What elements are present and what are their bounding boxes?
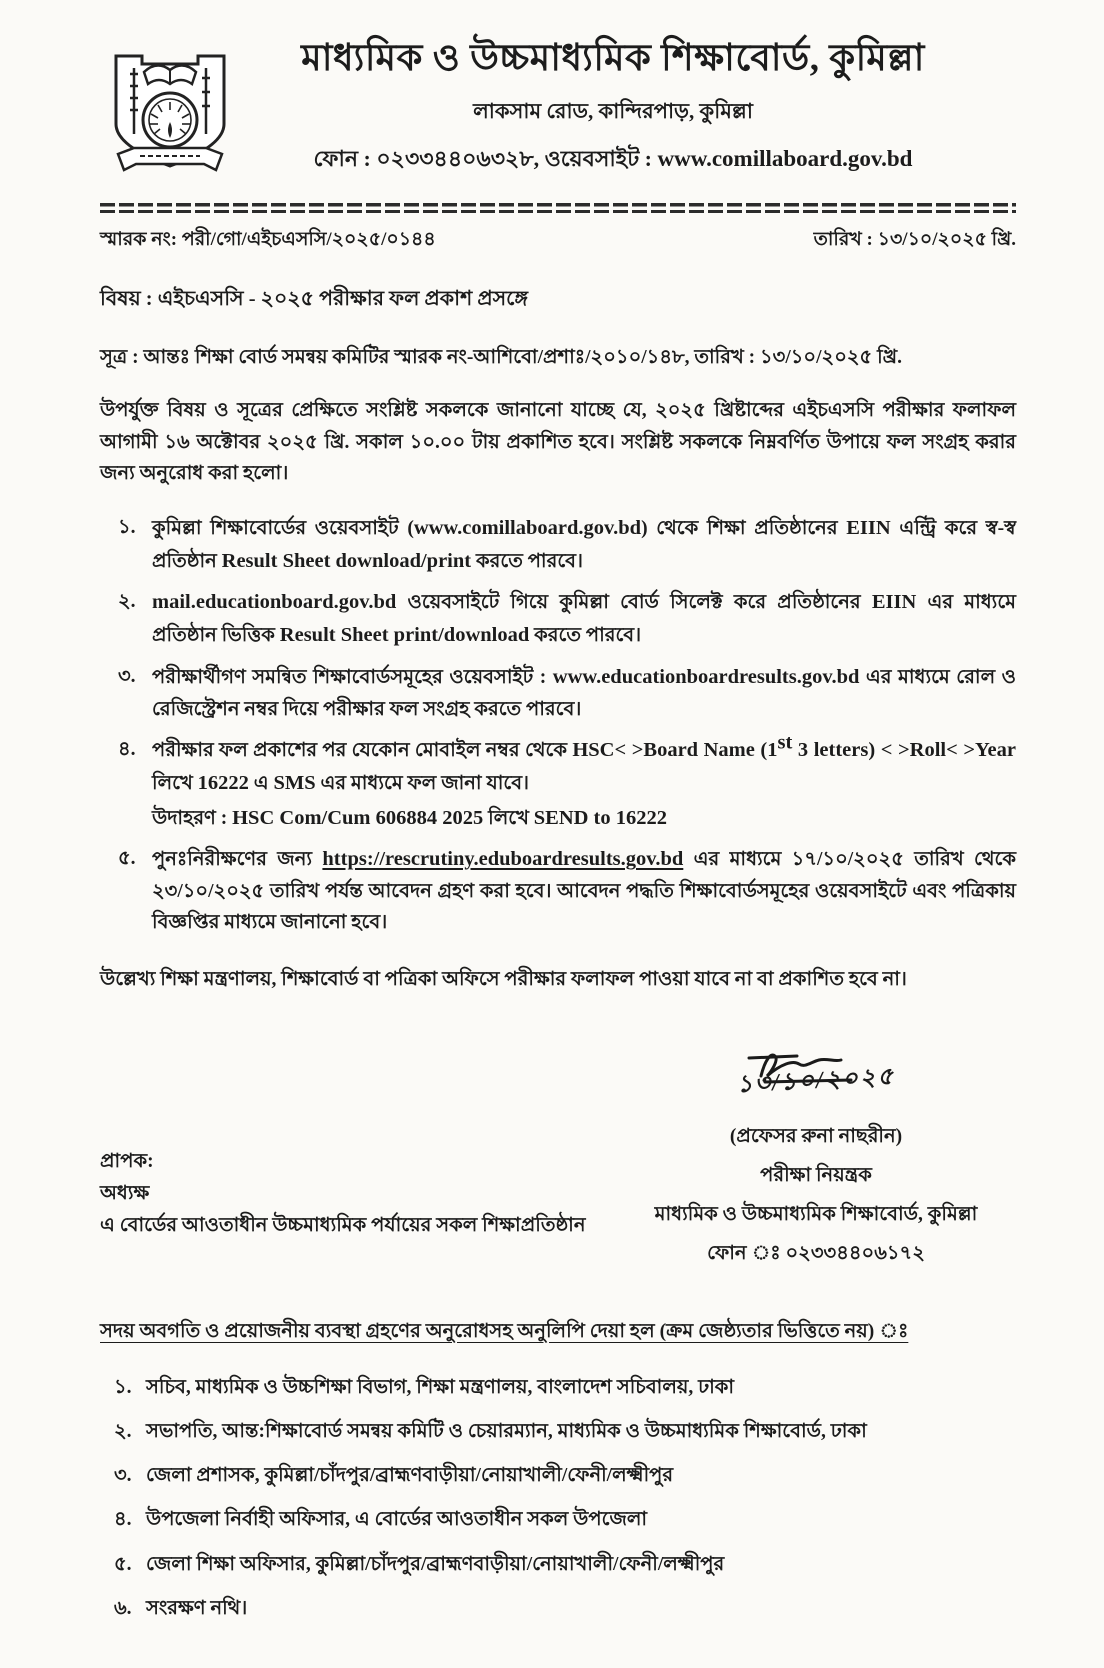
handwritten-signature bbox=[616, 1048, 1016, 1114]
double-dashed-divider bbox=[100, 203, 1016, 213]
cc-number: ১. bbox=[114, 1376, 132, 1398]
recipient-line1: অধ্যক্ষ bbox=[100, 1182, 150, 1204]
item-number: ৪. bbox=[118, 738, 136, 760]
instruction-item-1 bbox=[118, 512, 1016, 578]
cc-item-6 bbox=[100, 1594, 1016, 1623]
recipient-line2: এ বোর্ডের আওতাধীন উচ্চমাধ্যমিক পর্যায়ের সকল শিক্ষাপ্রতিষ্ঠান bbox=[100, 1215, 586, 1236]
signatory-phone: ফোন ঃ ০২৩৩৪৪০৬১৭২ bbox=[707, 1242, 925, 1264]
instruction-item-5 bbox=[118, 843, 1016, 938]
cc-text: উপজেলা নির্বাহী অফিসার, এ বোর্ডের আওতাধীন সকল উপজেলা bbox=[146, 1509, 648, 1531]
cc-item-1 bbox=[100, 1373, 1016, 1402]
item-text: পরীক্ষার্থীগণ সমন্বিত শিক্ষাবোর্ডসমূহের ওয়েবসাইট : www.educationboardresults.gov.bd এর মাধ্যমে রোল ও রেজিস্ট্রেশন নম্বর দিয়ে পরীক্ষার ফল সংগ্রহ করতে পারবে। bbox=[152, 665, 1016, 720]
closing-section bbox=[100, 1048, 1016, 1271]
website-url-text: www.comillaboard.gov.bd bbox=[413, 516, 642, 539]
letterhead-text bbox=[250, 38, 1016, 179]
memo-row bbox=[100, 225, 1016, 257]
cc-number: ৫. bbox=[114, 1553, 132, 1575]
signatory-name: (প্রফেসর রুনা নাছরীন) bbox=[729, 1125, 903, 1147]
sms-number: 16222 bbox=[197, 771, 249, 794]
memo-date: তারিখ : ১৩/১০/২০২৫ খ্রি. bbox=[813, 229, 1016, 250]
memo-ref-number: স্মারক নং: পরী/গো/এইচএসসি/২০২৫/০১৪৪ bbox=[100, 229, 436, 250]
board-emblem-icon bbox=[100, 38, 250, 189]
cc-text: জেলা শিক্ষা অফিসার, কুমিল্লা/চাঁদপুর/ব্রাহ্মণবাড়ীয়া/নোয়াখালী/ফেনী/লক্ষ্মীপুর bbox=[146, 1553, 725, 1575]
cc-number: ৩. bbox=[114, 1465, 132, 1487]
cc-text: সচিব, মাধ্যমিক ও উচ্চশিক্ষা বিভাগ, শিক্ষা মন্ত্রণালয়, বাংলাদেশ সচিবালয়, ঢাকা bbox=[146, 1376, 735, 1398]
subject-line: বিষয় : এইচএসসি - ২০২৫ পরীক্ষার ফল প্রকাশ প্রসঙ্গে bbox=[100, 288, 528, 310]
cc-item-3 bbox=[100, 1461, 1016, 1490]
item-text: পরীক্ষার ফল প্রকাশের পর যেকোন মোবাইল নম্বর থেকে HSC< >Board Name (1st 3 letters) < >Roll< >Year লিখে 16222 এ SMS এর মাধ্যমে ফল জানা যাবে। উদাহরণ : HSC Com/Cum 606884 2025 লিখে SEND to 16222 bbox=[152, 734, 1016, 834]
cc-heading: সদয় অবগতি ও প্রয়োজনীয় ব্যবস্থা গ্রহণের অনুরোধসহ অনুলিপি দেয়া হল (ক্রম জেষ্ঠ্যতার ভিত্তিতে নয়) ঃ bbox=[100, 1320, 909, 1342]
cc-number: ৪. bbox=[114, 1509, 132, 1531]
instruction-item-4 bbox=[118, 731, 1017, 834]
cc-item-4 bbox=[100, 1505, 1016, 1534]
cc-text: সংরক্ষণ নথি। bbox=[146, 1597, 248, 1619]
phone-label: ফোন : ০২৩৩৪৪০৬৩২৮, ওয়েবসাইট : bbox=[313, 145, 658, 171]
cc-text: জেলা প্রশাসক, কুমিল্লা/চাঁদপুর/ব্রাহ্মণবাড়ীয়া/নোয়াখালী/ফেনী/লক্ষ্মীপুর bbox=[146, 1465, 674, 1487]
item-number: ৩. bbox=[118, 665, 136, 687]
cc-section bbox=[100, 1317, 1016, 1624]
cc-number: ৬. bbox=[114, 1597, 132, 1619]
org-name: মাধ্যমিক ও উচ্চমাধ্যমিক শিক্ষাবোর্ড, কুমিল্লা bbox=[301, 38, 925, 79]
cc-item-5 bbox=[100, 1550, 1016, 1579]
signatory-org: মাধ্যমিক ও উচ্চমাধ্যমিক শিক্ষাবোর্ড, কুমিল্লা bbox=[654, 1203, 978, 1225]
recipient-label: প্রাপক: bbox=[100, 1150, 154, 1172]
letterhead bbox=[100, 38, 1016, 189]
cc-item-2 bbox=[100, 1417, 1016, 1446]
org-address: লাকসাম রোড, কান্দিরপাড়, কুমিল্লা bbox=[473, 98, 753, 123]
note-paragraph: উল্লেখ্য শিক্ষা মন্ত্রণালয়, শিক্ষাবোর্ড বা পত্রিকা অফিসে পরীক্ষার ফলাফল পাওয়া যাবে না বা প্রকাশিত হবে না। bbox=[100, 969, 907, 991]
body-paragraph: উপর্যুক্ত বিষয় ও সূত্রের প্রেক্ষিতে সংশ্লিষ্ট সকলকে জানানো যাচ্ছে যে, ২০২৫ খ্রিষ্টাব্দের এইচএসসি পরীক্ষার ফলাফল আগামী ১৬ অক্টোবর ২০২৫ খ্রি. সকাল ১০.০০ টায় প্রকাশিত হবে। সংশ্লিষ্ট সকলকে নিম্নবর্ণিত উপায়ে ফল সংগ্রহ করার জন্য অনুরোধ করা হলো। bbox=[100, 400, 1016, 485]
instruction-item-3 bbox=[118, 661, 1016, 725]
rescrutiny-url-text: https://rescrutiny.eduboardresults.gov.bd bbox=[322, 848, 684, 871]
item-text: পুনঃনিরীক্ষণের জন্য https://rescrutiny.eduboardresults.gov.bd এর মাধ্যমে ১৭/১০/২০২৫ তারিখ থেকে ২৩/১০/২০২৫ তারিখ পর্যন্ত আবেদন গ্রহণ করা হবে। আবেদন পদ্ধতি শিক্ষাবোর্ডসমূহের ওয়েবসাইটে এবং পত্রিকায় বিজ্ঞপ্তির মাধ্যমে জানানো হবে। bbox=[152, 848, 1016, 934]
sms-example-line: উদাহরণ : HSC Com/Cum 606884 2025 লিখে SEND to 16222 bbox=[152, 806, 668, 829]
source-line: সূত্র : আন্তঃ শিক্ষা বোর্ড সমন্বয় কমিটির স্মারক নং-আশিবো/প্রশাঃ/২০১০/১৪৮, তারিখ : ১৩/১০/২০২৫ খ্রি. bbox=[100, 347, 903, 368]
website-url-text: www.educationboardresults.gov.bd bbox=[552, 665, 860, 688]
org-phone-website bbox=[250, 142, 976, 179]
org-website-url: www.comillaboard.gov.bd bbox=[657, 145, 913, 171]
cc-number: ২. bbox=[114, 1420, 132, 1442]
item-number: ২. bbox=[118, 591, 136, 613]
website-url-text: mail.educationboard.gov.bd bbox=[152, 591, 397, 614]
recipient-block bbox=[100, 1048, 585, 1271]
item-number: ৫. bbox=[118, 848, 136, 870]
instruction-list bbox=[100, 512, 1016, 939]
superscript-st: st bbox=[777, 731, 793, 754]
instruction-item-2 bbox=[118, 586, 1016, 652]
item-text: mail.educationboard.gov.bd ওয়েবসাইটে গিয়ে কুমিল্লা বোর্ড সিলেক্ট করে প্রতিষ্ঠানের EIIN এর মাধ্যমে প্রতিষ্ঠান ভিত্তিক Result Sheet print/download করতে পারবে। bbox=[152, 591, 1016, 647]
item-number: ১. bbox=[118, 516, 136, 538]
item-text: কুমিল্লা শিক্ষাবোর্ডের ওয়েবসাইট (www.comillaboard.gov.bd) থেকে শিক্ষা প্রতিষ্ঠানের EIIN এন্ট্রি করে স্ব-স্ব প্রতিষ্ঠান Result Sheet download/print করতে পারবে। bbox=[152, 516, 1016, 572]
signature-block bbox=[616, 1048, 1016, 1271]
cc-text: সভাপতি, আন্ত:শিক্ষাবোর্ড সমন্বয় কমিটি ও চেয়ারম্যান, মাধ্যমিক ও উচ্চমাধ্যমিক শিক্ষাবোর্ড, ঢাকা bbox=[146, 1420, 867, 1442]
cc-list bbox=[100, 1373, 1016, 1624]
signatory-title: পরীক্ষা নিয়ন্ত্রক bbox=[760, 1164, 872, 1186]
handwritten-date: ১৩/১০/২০২৫ bbox=[736, 1063, 896, 1098]
